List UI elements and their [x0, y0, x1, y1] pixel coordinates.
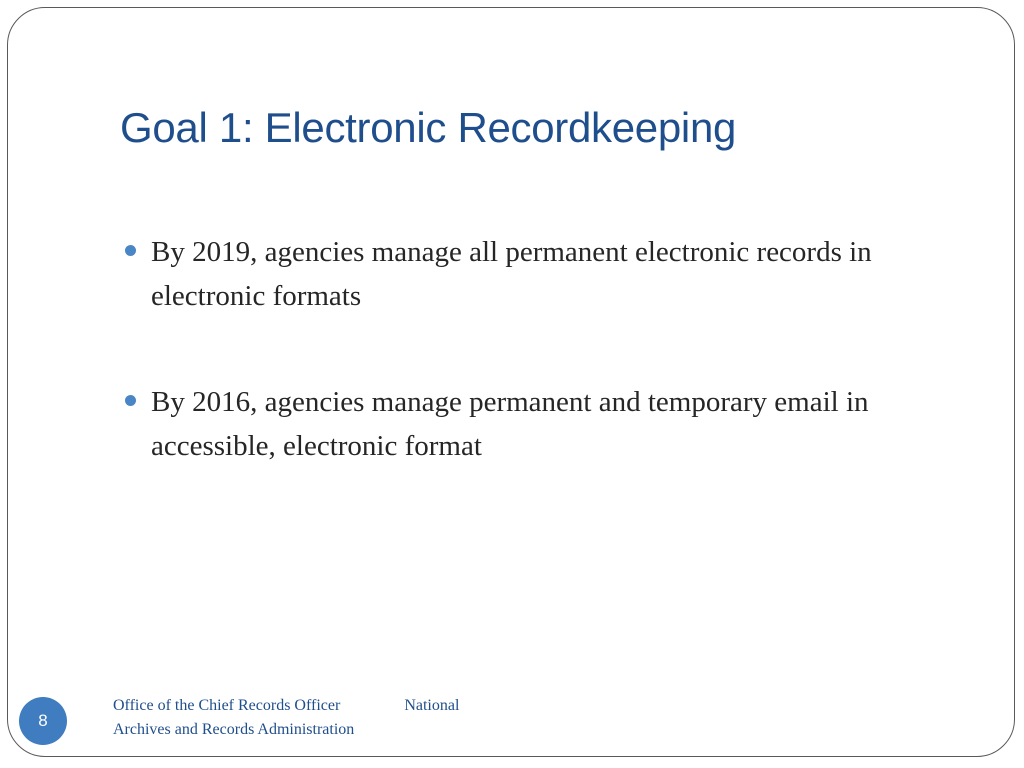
footer-archives: Archives and Records Administration	[113, 721, 355, 738]
bullet-marker-icon	[125, 245, 136, 256]
bullet-text: By 2016, agencies manage permanent and temporary email in accessible, electronic format	[151, 386, 869, 462]
page-number-badge: 8	[19, 697, 67, 745]
footer-line-2	[113, 718, 493, 742]
bullet-text: By 2019, agencies manage all permanent electronic records in electronic formats	[151, 236, 872, 312]
bullet-item	[121, 230, 951, 318]
footer-national: National	[404, 697, 460, 714]
slide	[7, 7, 1015, 757]
footer-text	[113, 694, 493, 742]
footer-office: Office of the Chief Records Officer	[113, 697, 341, 714]
footer-line-1	[113, 694, 493, 718]
bullet-list	[121, 230, 951, 530]
bullet-marker-icon	[125, 395, 136, 406]
slide-title: Goal 1: Electronic Recordkeeping	[120, 104, 737, 151]
bullet-item	[121, 380, 951, 468]
